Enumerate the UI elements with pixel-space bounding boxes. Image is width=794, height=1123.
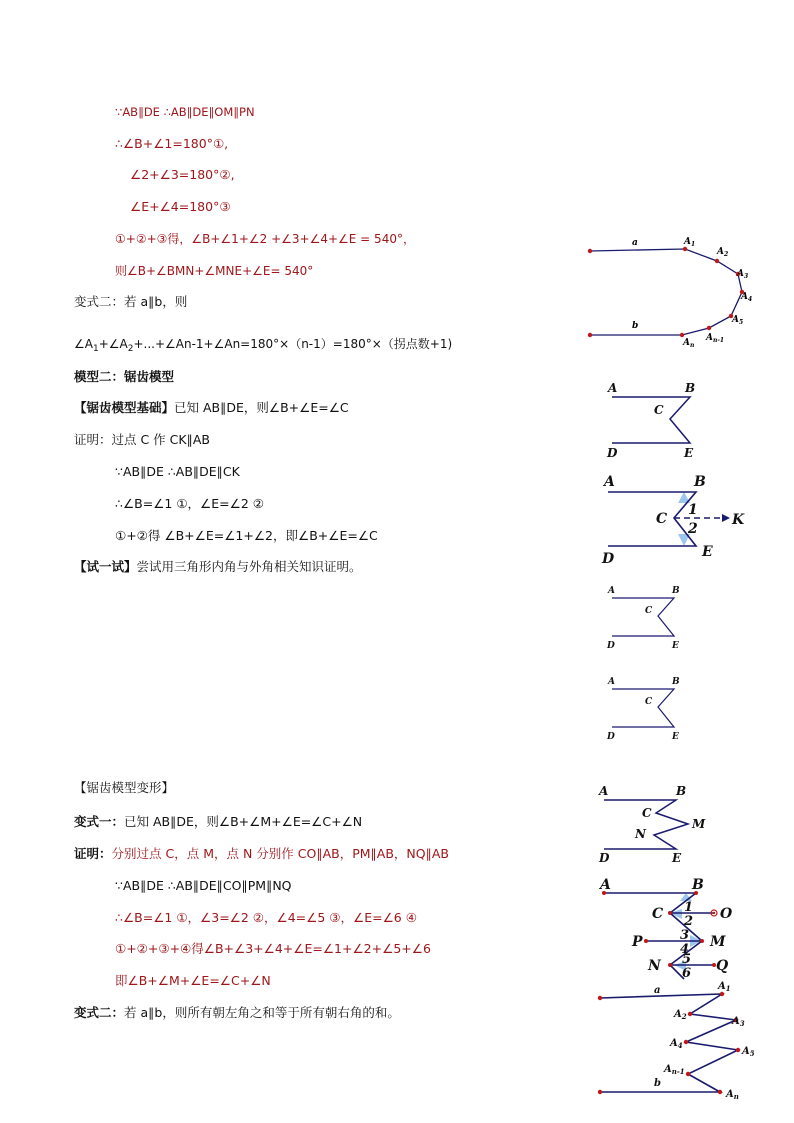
svg-text:b: b	[654, 1078, 661, 1089]
svg-text:C: C	[652, 906, 664, 922]
svg-text:A3: $A_3$	[737, 269, 749, 280]
svg-text:A2: $A_2$	[674, 1009, 687, 1021]
svg-text:D: D	[607, 446, 618, 460]
svg-text:E: E	[672, 641, 679, 651]
model-two-title: 模型二：锯齿模型	[74, 369, 175, 384]
svg-text:A: A	[600, 877, 611, 893]
svg-text:B: B	[672, 677, 680, 687]
svg-text:2: 2	[688, 521, 698, 537]
sawtooth-proof-conclusion: ①+②得 ∠B+∠E=∠1+∠2，即∠B+∠E=∠C	[115, 528, 378, 543]
svg-text:E: E	[672, 851, 682, 865]
svg-text:A3: $A_3$	[732, 1016, 745, 1028]
proof-line-parallel: ∵AB∥DE ∴AB∥DE∥OM∥PN	[115, 105, 255, 119]
svg-text:An-1: $A_{n-1}$	[664, 1064, 685, 1076]
variant-one-proof-start: 证明：分别过点 C，点 M，点 N 分别作 CO∥AB，PM∥AB，NQ∥AB	[74, 846, 449, 861]
variant-two-formula: $\angle A_1+\angle A_2+...+\angle An-1+\angle An=180^\circ\times(n-1)=180^\circ\times$（拐点数+1)	[74, 337, 453, 354]
proof-line-1: ∴∠B+∠1=180°①,	[115, 136, 229, 151]
variant-one-statement: 变式一：已知 AB∥DE，则∠B+∠M+∠E=∠C+∠N	[74, 814, 363, 829]
svg-text:An-1: $A_{n-1}$	[706, 333, 725, 344]
svg-text:K: K	[732, 512, 745, 528]
label-a: a	[632, 238, 638, 248]
variant-one-proof-conclusion: 即∠B+∠M+∠E=∠C+∠N	[115, 973, 271, 988]
svg-text:B: B	[676, 784, 687, 798]
sawtooth-proof-angles: ∴∠B=∠1 ①，∠E=∠2 ②	[115, 496, 264, 511]
svg-text:6: 6	[682, 966, 692, 981]
svg-text:A: A	[608, 381, 618, 395]
svg-text:B: B	[685, 381, 696, 395]
sawtooth-proof-start: 证明：过点 C 作 CK∥AB	[74, 432, 210, 447]
svg-text:1: 1	[688, 502, 698, 518]
variant-one-proof-parallel: ∵AB∥DE ∴AB∥DE∥CO∥PM∥NQ	[115, 878, 292, 893]
figure-sawtooth-practice-2	[600, 673, 690, 745]
figure-sawtooth-basic	[600, 375, 710, 465]
svg-text:5: 5	[682, 952, 692, 967]
figure-sawtooth-ck	[598, 470, 758, 570]
svg-text:2: 2	[684, 914, 694, 929]
svg-text:B: B	[694, 474, 706, 490]
svg-text:A: A	[604, 474, 615, 490]
svg-text:A5: $A_5$	[732, 315, 744, 326]
svg-text:A4: $A_4$	[741, 292, 753, 303]
proof-line-2: ∠2+∠3=180°②,	[130, 167, 235, 182]
svg-text:N: N	[648, 958, 661, 974]
svg-text:A4: $A_4$	[670, 1038, 683, 1050]
sawtooth-basic-statement: 【锯齿模型基础】已知 AB∥DE，则∠B+∠E=∠C	[74, 400, 349, 415]
figure-zigzag-ab	[592, 980, 772, 1105]
svg-text:C: C	[654, 403, 664, 417]
svg-text:D: D	[602, 551, 615, 567]
svg-text:E: E	[684, 446, 694, 460]
svg-text:C: C	[645, 697, 653, 707]
figure-sawtooth-auxiliary	[596, 875, 746, 985]
svg-text:4: 4	[680, 942, 690, 957]
svg-text:A1: $A_1$	[718, 981, 731, 993]
svg-text:D: D	[607, 732, 615, 742]
sawtooth-variant-title: 【锯齿模型变形】	[74, 780, 175, 795]
svg-text:M: M	[692, 817, 706, 831]
svg-text:P: P	[632, 934, 643, 950]
svg-text:3: 3	[680, 928, 690, 943]
svg-text:A2: $A_2$	[717, 247, 729, 258]
svg-text:C: C	[656, 511, 668, 527]
svg-text:Q: Q	[716, 958, 729, 974]
svg-text:E: E	[702, 544, 713, 560]
svg-text:A1: $A_1$	[684, 237, 696, 248]
svg-text:E: E	[672, 732, 679, 742]
svg-text:D: D	[599, 851, 610, 865]
variant-one-proof-angles: ∴∠B=∠1 ①，∠3=∠2 ②，∠4=∠5 ③，∠E=∠6 ④	[115, 910, 417, 925]
figure-u-shape	[580, 232, 760, 347]
svg-text:M: M	[710, 934, 726, 950]
svg-text:1: 1	[684, 900, 694, 915]
try-it-prompt: 【试一试】尝试用三角形内角与外角相关知识证明。	[74, 559, 362, 574]
svg-text:C: C	[645, 606, 653, 616]
svg-text:A: A	[608, 586, 615, 596]
svg-text:A: A	[608, 677, 615, 687]
svg-text:a: a	[654, 985, 661, 996]
variant-one-proof-sum: ①+②+③+④得∠B+∠3+∠4+∠E=∠1+∠2+∠5+∠6	[115, 941, 431, 956]
svg-text:O: O	[720, 906, 733, 922]
proof-line-sum: ①+②+③得，∠B+∠1+∠2 +∠3+∠4+∠E = 540°，	[115, 232, 415, 246]
figure-sawtooth-variant-one	[594, 780, 724, 870]
svg-text:B: B	[672, 586, 680, 596]
svg-text:An: $A_n$	[683, 338, 695, 349]
variant-two-heading: 变式二：若 a∥b，则	[74, 294, 188, 309]
variant-two-sawtooth-statement: 变式二：若 a∥b，则所有朝左角之和等于所有朝右角的和。	[74, 1005, 400, 1020]
svg-text:B: B	[692, 877, 704, 893]
figure-sawtooth-practice-1	[600, 582, 690, 654]
svg-text:C: C	[642, 806, 652, 820]
svg-text:D: D	[607, 641, 615, 651]
svg-text:N: N	[635, 827, 646, 841]
svg-text:An: $A_n$	[726, 1089, 739, 1101]
proof-line-3: ∠E+∠4=180°③	[130, 199, 231, 214]
label-b: b	[632, 321, 639, 331]
sawtooth-proof-parallel: ∵AB∥DE ∴AB∥DE∥CK	[115, 464, 240, 479]
svg-text:A: A	[599, 784, 609, 798]
proof-line-conclusion: 则∠B+∠BMN+∠MNE+∠E= 540°	[115, 264, 314, 278]
svg-text:A5: $A_5$	[742, 1046, 755, 1058]
